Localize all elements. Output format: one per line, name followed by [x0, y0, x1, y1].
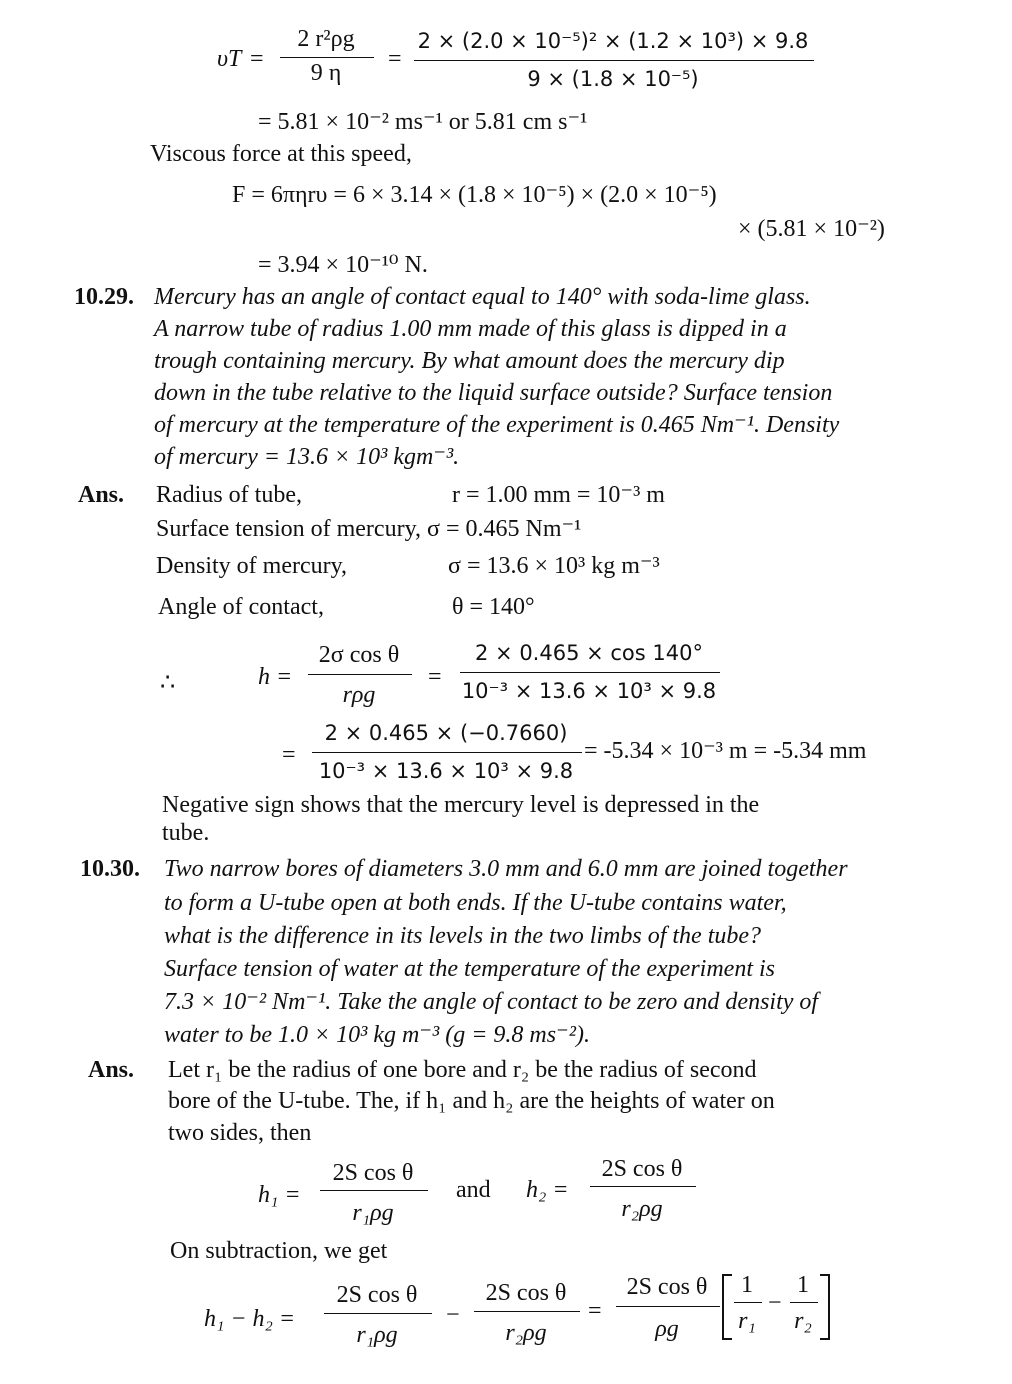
h-fraction-3-numerator: 2 × 0.465 × (−0.7660)	[324, 721, 568, 745]
fraction-bar	[474, 1311, 580, 1312]
given-name: Radius of tube,	[156, 482, 302, 508]
h1-fraction-numerator: 2S cos θ	[332, 1160, 414, 1186]
h1-fraction-denominator: r₁ρg	[352, 1200, 394, 1226]
given-value: θ = 140°	[452, 594, 535, 620]
therefore-symbol: ∴	[160, 670, 176, 696]
answer-line: Let r₁ be the radius of one bore and r₂ be the radius of second	[168, 1057, 757, 1083]
bracket-minus-sign: −	[768, 1290, 782, 1316]
h-fraction-2-numerator: 2 × 0.465 × cos 140°	[475, 641, 703, 665]
vt-fraction-1-denominator: 9 η	[310, 60, 342, 86]
h2-fraction-denominator: r₂ρg	[621, 1196, 663, 1222]
question-line: water to be 1.0 × 10³ kg m⁻³ (g = 9.8 ms⁻²).	[164, 1022, 590, 1048]
fraction-bar	[590, 1186, 696, 1187]
difference-fraction-2-numerator: 2S cos θ	[485, 1280, 567, 1306]
vt-result: = 5.81 × 10⁻² ms⁻¹ or 5.81 cm s⁻¹	[258, 109, 588, 135]
force-equation: F = 6πηrυ = 6 × 3.14 × (1.8 × 10⁻⁵) × (2.0 × 10⁻⁵)	[232, 182, 717, 208]
force-result: = 3.94 × 10⁻¹⁰ N.	[258, 252, 428, 278]
given-value: σ = 13.6 × 10³ kg m⁻³	[448, 553, 660, 579]
question-line: to form a U-tube open at both ends. If the U-tube contains water,	[164, 890, 787, 916]
bracket-fraction-2-denominator: r₂	[794, 1308, 812, 1334]
answer-line: bore of the U-tube. The, if h₁ and h₂ are the heights of water on	[168, 1088, 775, 1114]
fraction-bar	[308, 674, 412, 675]
fraction-bar	[414, 60, 814, 61]
answer-label: Ans.	[88, 1057, 135, 1083]
h-fraction-2-denominator: 10⁻³ × 13.6 × 10³ × 9.8	[461, 679, 717, 703]
h2-label: h₂ =	[526, 1177, 569, 1203]
h2-fraction-numerator: 2S cos θ	[601, 1156, 683, 1182]
bracket-fraction-1-numerator: 1	[741, 1272, 753, 1298]
fraction-bar	[460, 672, 720, 673]
fraction-bar	[734, 1302, 762, 1303]
question-number: 10.29.	[74, 284, 134, 310]
minus-sign: −	[446, 1302, 460, 1328]
bracket-fraction-1-denominator: r₁	[738, 1308, 756, 1334]
given-name: Angle of contact,	[158, 594, 324, 620]
vt-fraction-2-denominator: 9 × (1.8 × 10⁻⁵)	[527, 67, 699, 91]
note-line: tube.	[162, 820, 210, 846]
note-line: Negative sign shows that the mercury level is depressed in the	[162, 792, 760, 818]
given-name: Surface tension of mercury, σ = 0.465 Nm⁻¹	[156, 516, 582, 542]
bracket-fraction-2-numerator: 1	[797, 1272, 809, 1298]
h-fraction-3-denominator: 10⁻³ × 13.6 × 10³ × 9.8	[318, 759, 574, 783]
and-text: and	[456, 1177, 491, 1203]
h-fraction-1-numerator: 2σ cos θ	[318, 642, 400, 668]
question-line: trough containing mercury. By what amount does the mercury dip	[154, 348, 785, 374]
h-fraction-1-denominator: rρg	[342, 682, 376, 708]
difference-fraction-1-denominator: r₁ρg	[356, 1322, 398, 1348]
answer-label: Ans.	[78, 482, 125, 508]
fraction-bar	[324, 1313, 432, 1314]
vt-fraction-2-numerator: 2 × (2.0 × 10⁻⁵)² × (1.2 × 10³) × 9.8	[417, 29, 809, 53]
left-bracket	[722, 1274, 732, 1340]
difference-label: h₁ − h₂ =	[204, 1306, 296, 1332]
vt-fraction-1-numerator: 2 r²ρg	[297, 26, 355, 52]
equals-sign: =	[388, 46, 402, 72]
equals-sign: =	[250, 46, 264, 72]
question-line: of mercury = 13.6 × 10³ kgm⁻³.	[154, 444, 460, 470]
h-label: h =	[258, 664, 293, 690]
difference-fraction-2-denominator: r₂ρg	[505, 1320, 547, 1346]
viscous-intro: Viscous force at this speed,	[150, 141, 412, 167]
equals-sign: =	[428, 664, 442, 690]
given-name: Density of mercury,	[156, 553, 348, 579]
fraction-bar	[790, 1302, 818, 1303]
equals-sign: =	[282, 742, 296, 768]
force-equation-continued: × (5.81 × 10⁻²)	[738, 216, 885, 242]
question-line: Mercury has an angle of contact equal to 140° with soda-lime glass.	[154, 284, 811, 310]
question-line: A narrow tube of radius 1.00 mm made of this glass is dipped in a	[154, 316, 787, 342]
question-line: Two narrow bores of diameters 3.0 mm and 6.0 mm are joined together	[164, 856, 848, 882]
answer-line: two sides, then	[168, 1120, 312, 1146]
h1-label: h₁ =	[258, 1182, 301, 1208]
difference-fraction-3-denominator: ρg	[655, 1316, 679, 1342]
fraction-bar	[312, 752, 582, 753]
fraction-bar	[616, 1306, 720, 1307]
difference-fraction-1-numerator: 2S cos θ	[336, 1282, 418, 1308]
question-line: of mercury at the temperature of the experiment is 0.465 Nm⁻¹. Density	[154, 412, 840, 438]
given-value: r = 1.00 mm = 10⁻³ m	[452, 482, 665, 508]
subtraction-text: On subtraction, we get	[170, 1238, 388, 1264]
question-line: 7.3 × 10⁻² Nm⁻¹. Take the angle of contact to be zero and density of	[164, 989, 819, 1015]
question-line: Surface tension of water at the temperature of the experiment is	[164, 956, 775, 982]
difference-fraction-3-numerator: 2S cos θ	[626, 1274, 708, 1300]
fraction-bar	[320, 1190, 428, 1191]
right-bracket	[820, 1274, 830, 1340]
vt-label: υT	[217, 46, 242, 72]
h-result: = -5.34 × 10⁻³ m = -5.34 mm	[584, 738, 867, 764]
question-line: down in the tube relative to the liquid surface outside? Surface tension	[154, 380, 833, 406]
question-number: 10.30.	[80, 856, 140, 882]
equals-sign: =	[588, 1298, 602, 1324]
question-line: what is the difference in its levels in the two limbs of the tube?	[164, 923, 762, 949]
